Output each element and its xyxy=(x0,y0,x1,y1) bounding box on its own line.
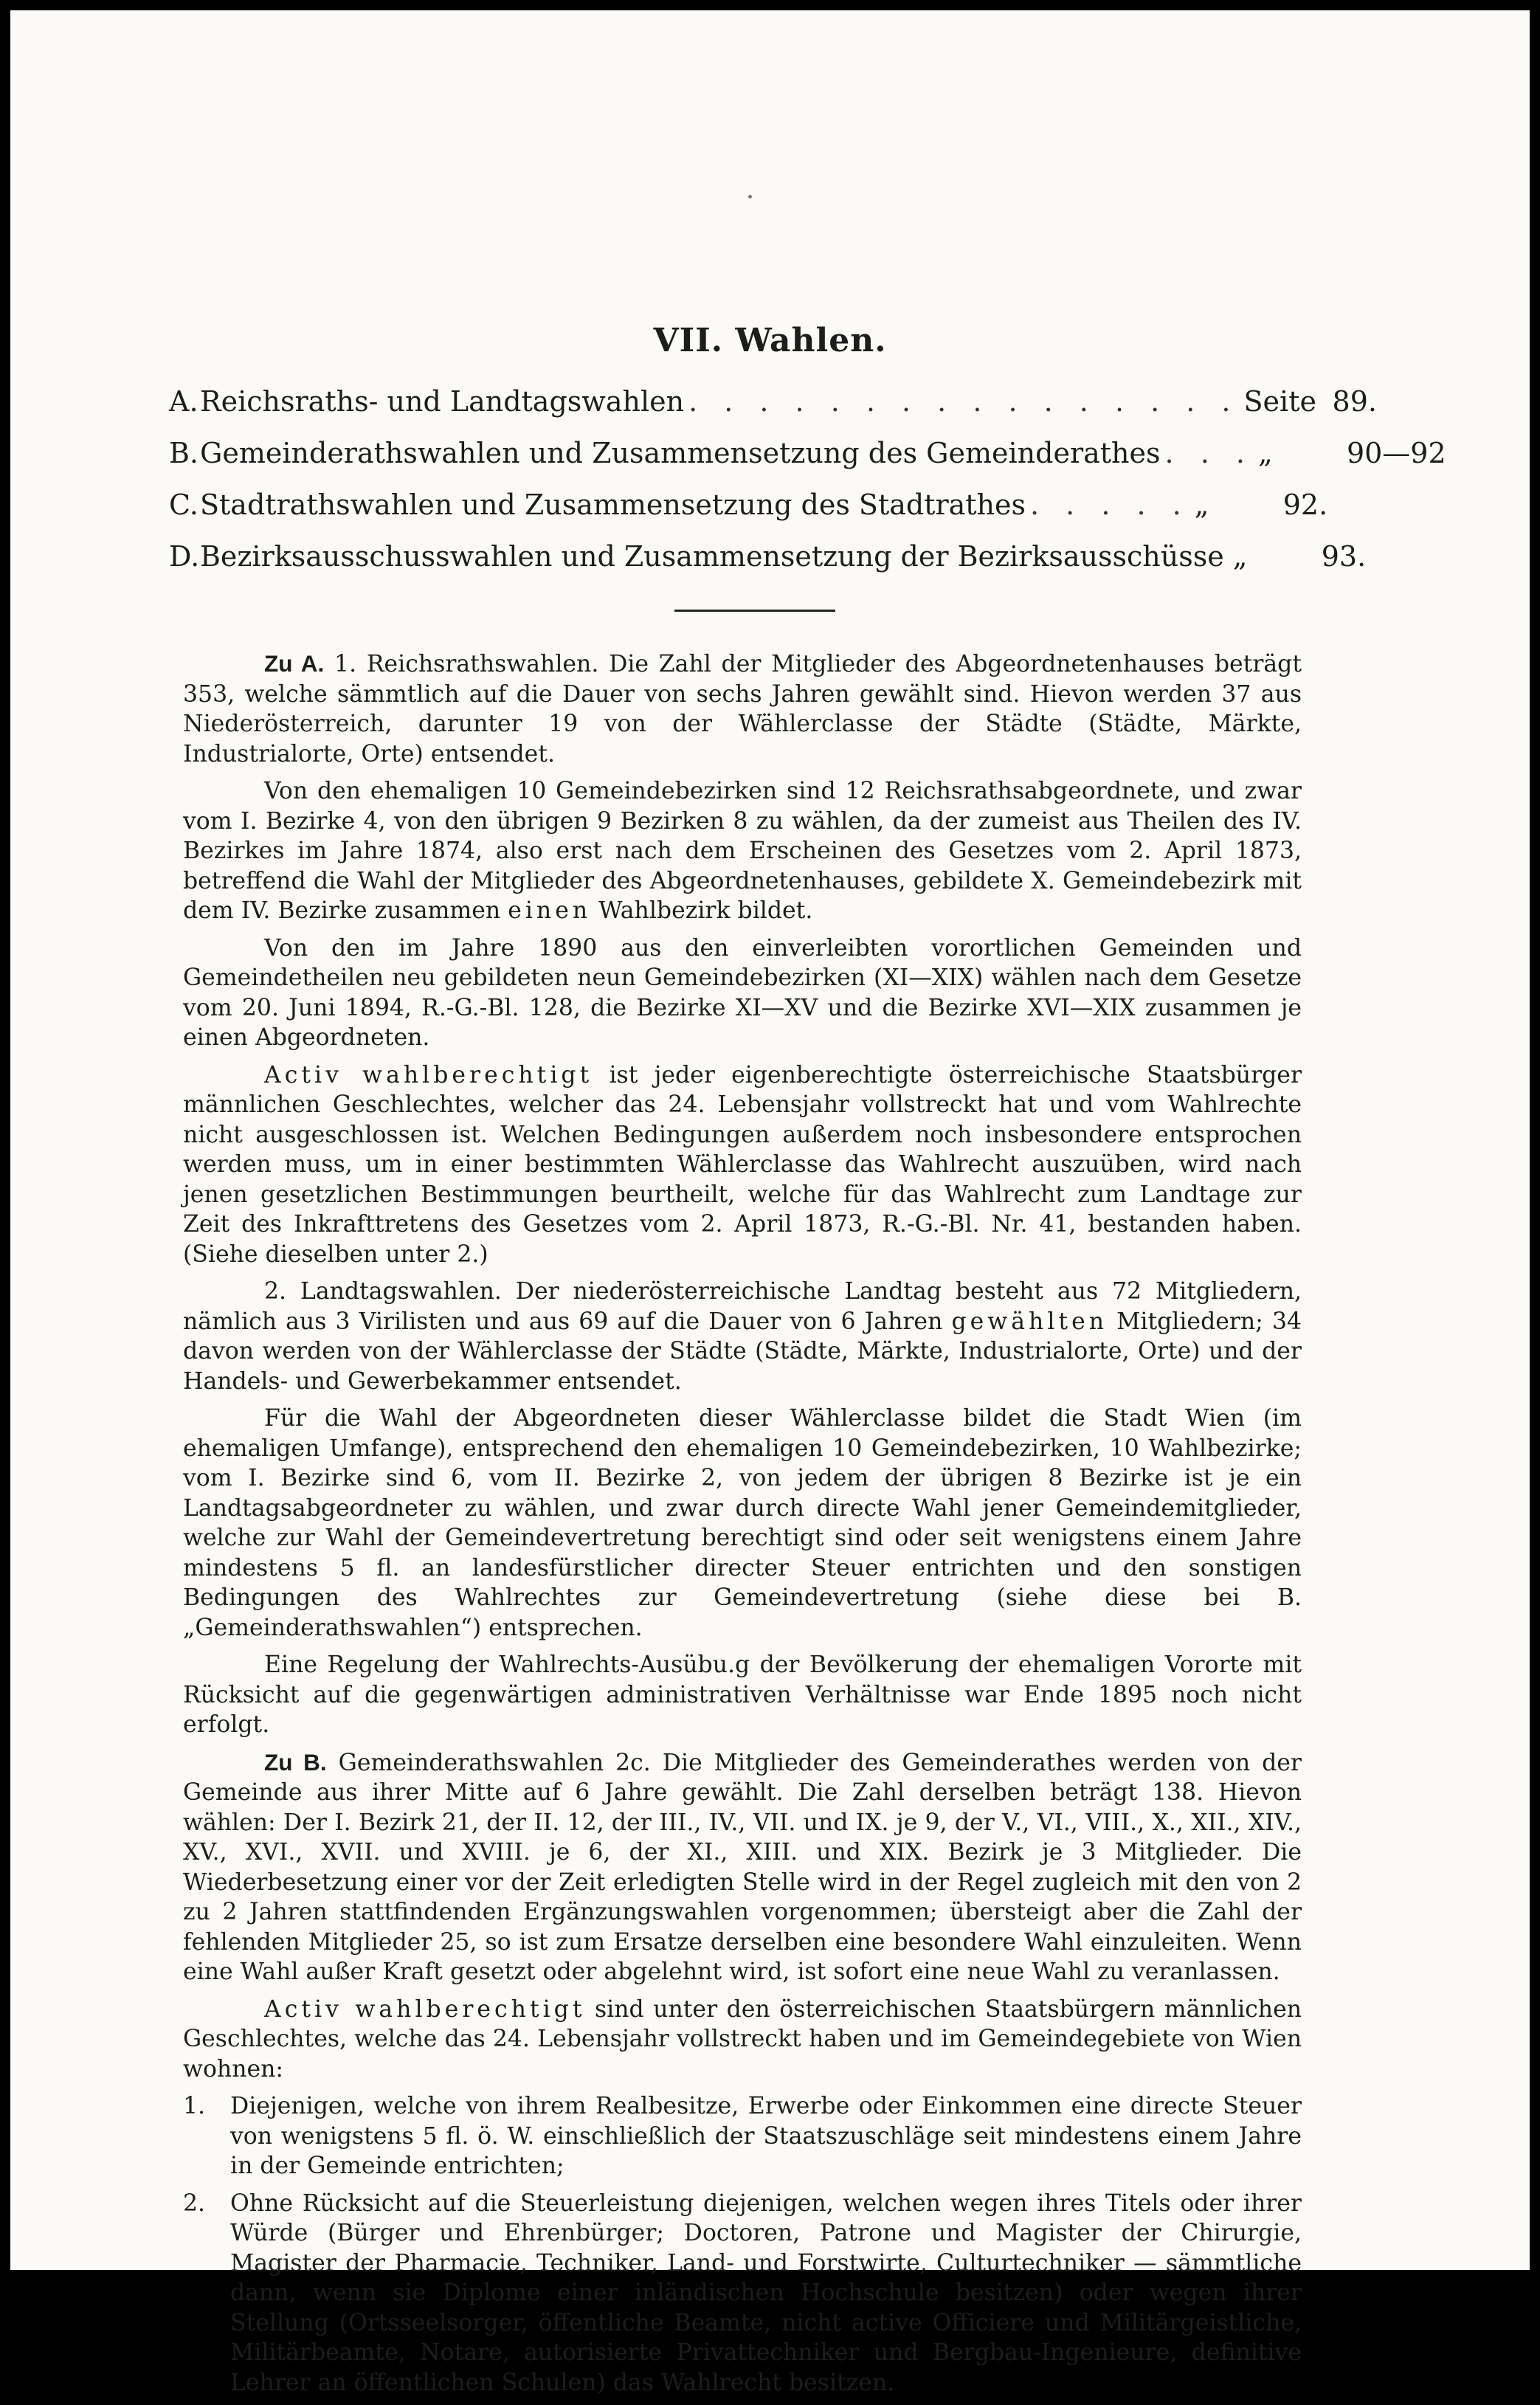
paragraph-text: Für die Wahl der Abgeordneten dieser Wählerclasse bildet die Stadt Wien (im ehemaligen Umfange), entsprechend den ehemaligen 10 Gemeindebezirken, 10 Wahlbezirke; vom I. Bezirke sind 6, vom II. Bezirke 2, von jedem der übrigen 8 Bezirke ist je ein Landtagsabgeordneter zu wählen, und zwar durch directe Wahl jener Gemeindemitglieder, welche zur Wahl der Gemeindevertretung berechtigt sind oder seit wenigstens einem Jahre mindestens 5 fl. an landesfürstlicher directer Steuer entrichten und den sonstigen Bedingungen des Wahlrechtes zur Gemeindevertretung (siehe diese bei B. „Gemeinderathswahlen“) entsprechen. xyxy=(183,1405,1302,1641)
paragraph-text: 2. Landtagswahlen. Der niederösterreichische Landtag besteht aus 72 Mitgliedern, nämlich aus 3 Virilisten und aus 69 auf die Dauer von 6 Jahren xyxy=(183,1278,1302,1335)
toc-letter: D. xyxy=(169,540,200,573)
paragraph-text-end: Mitgliedern; 34 davon werden von der Wählerclasse der Städte (Städte, Märkte, Industrialorte, Orte) und der Handels- und Gewerbekammer entsendet. xyxy=(183,1308,1302,1395)
paragraph-landtagswahlen xyxy=(183,1277,1302,1396)
spaced-emphasis: Activ wahlberechtigt xyxy=(264,1995,586,2023)
toc-letter: A. xyxy=(169,385,198,418)
list-item xyxy=(183,2189,1302,2398)
spaced-emphasis: Activ wahlberechtigt xyxy=(264,1061,593,1088)
toc-entry-d xyxy=(169,540,1367,592)
toc-page-prefix: „ xyxy=(1232,540,1248,573)
paragraph-text-end: Wahlbezirk bildet. xyxy=(598,897,813,924)
paragraph-activ-wahlberechtigt-gemeinde xyxy=(183,1995,1302,2085)
paragraph-gemeinderathswahlen xyxy=(183,1747,1302,1987)
toc-page-prefix: „ xyxy=(1194,489,1209,521)
toc-leader: . . . . . . . . . . . . . . . . xyxy=(688,385,1240,418)
toc-page-prefix: „ xyxy=(1257,437,1273,469)
toc-entry-c xyxy=(169,489,1328,540)
list-item-text: Ohne Rücksicht auf die Steuerleistung diejenigen, welchen wegen ihres Titels oder ihrer Würde (Bürger und Ehrenbürger; Doctoren, Patrone und Magister der Chirurgie, Magister der Pharmacie, Techniker, Land- und Forstwirte, Culturtechniker — sämmtliche dann, wenn sie Diplome einer inländischen Hochschule besitzen) oder wegen ihrer Stellung (Ortsseelsorger, öffentliche Beamte, nicht active Officiere und Militärgeistliche, Militärbeamte, Notare, autorisierte Privattechniker und Bergbau-Ingenieure, definitive Lehrer an öffentlichen Schulen) das Wahlrecht besitzen. xyxy=(230,2190,1302,2396)
toc-letter: B. xyxy=(169,437,199,469)
list-number: 2. xyxy=(183,2190,206,2217)
toc-entry-b xyxy=(169,437,1446,489)
toc-page: 92. xyxy=(1282,489,1328,521)
toc-title: Gemeinderathswahlen und Zusammensetzung des Gemeinderathes xyxy=(200,437,1161,469)
section-lead-a: Zu A. xyxy=(264,650,325,677)
paragraph-vororte xyxy=(183,1650,1302,1740)
paragraph-text: 1. Reichsrathswahlen. Die Zahl der Mitglieder des Abgeordnetenhauses beträgt 353, welche sämmtlich auf die Dauer von sechs Jahren gewählt sind. Hievon werden 37 aus Niederösterreich, darunter 19 von der Wählerclasse der Städte (Städte, Märkte, Industrialorte, Orte) entsendet. xyxy=(183,651,1302,767)
toc-title: Bezirksausschusswahlen und Zusammensetzung der Bezirksausschüsse xyxy=(200,540,1224,573)
toc-page: 90—92 xyxy=(1346,437,1446,469)
toc-title: Reichsraths- und Landtagswahlen xyxy=(200,385,685,418)
paragraph-text: Von den im Jahre 1890 aus den einverleibten vorortlichen Gemeinden und Gemeindetheilen neu gebildeten neun Gemeindebezirken (XI—XIX) wählen nach dem Gesetze vom 20. Juni 1894, R.-G.-Bl. 128, die Bezirke XI—XV und die Bezirke XVI—XIX zusammen je einen Abgeordneten. xyxy=(183,934,1302,1051)
body-text xyxy=(183,649,1302,2405)
toc-leader: . . . xyxy=(1164,437,1254,469)
table-of-contents xyxy=(169,385,1446,592)
spaced-emphasis: einen xyxy=(508,897,592,924)
list-item xyxy=(183,2091,1302,2181)
toc-leader: . . . . . xyxy=(1030,489,1190,521)
list-number: 1. xyxy=(183,2093,206,2119)
toc-page: 89. xyxy=(1332,385,1377,418)
paragraph-text: sind unter den österreichischen Staatsbürgern männlichen Geschlechtes, welche das 24. Lebensjahr vollstreckt haben und im Gemeindegebiete von Wien wohnen: xyxy=(183,1995,1302,2083)
toc-entry-a xyxy=(169,385,1377,437)
print-speck xyxy=(748,195,752,199)
paragraph-waehlerclasse xyxy=(183,1404,1302,1643)
paragraph-text: Gemeinderathswahlen 2c. Die Mitglieder des Gemeinderathes werden von der Gemeinde aus ihrer Mitte auf 6 Jahre gewählt. Die Zahl derselben beträgt 138. Hievon wählen: Der I. Bezirk 21, der II. 12, der III., IV., VII. und IX. je 9, der V., VI., VIII., X., XII., XIV., XV., XVI., XVII. und XVIII. je 6, der XI., XIII. und XIX. Bezirk je 3 Mitglieder. Die Wiederbesetzung einer vor der Zeit erledigten Stelle wird in der Regel zugleich mit den von 2 zu 2 Jahren stattfindenden Ergänzungswahlen vorgenommen; übersteigt aber die Zahl der fehlenden Mitglieder 25, so ist zum Ersatze derselben eine besondere Wahl einzuleiten. Wenn eine Wahl außer Kraft gesetzt oder abgelehnt wird, ist sofort eine neue Wahl zu veranlassen. xyxy=(183,1749,1302,1985)
paragraph-neue-bezirke xyxy=(183,934,1302,1053)
toc-page-prefix: Seite xyxy=(1243,385,1316,418)
document-page xyxy=(10,10,1530,2396)
chapter-title: VII. Wahlen. xyxy=(653,322,887,359)
paragraph-reichsrathswahlen xyxy=(183,649,1302,769)
paragraph-text: ist jeder eigenberechtigte österreichische Staatsbürger männlichen Geschlechtes, welcher das 24. Lebensjahr vollstreckt hat und vom Wahlrechte nicht ausgeschlossen ist. Welchen Bedingungen außerdem noch insbesondere entsprochen werden muss, um in einer bestimmten Wählerclasse das Wahlrecht auszuüben, wird nach jenen gesetzlichen Bestimmungen beurtheilt, welche für das Wahlrecht zum Landtage zur Zeit des Inkrafttretens des Gesetzes vom 2. April 1873, R.-G.-Bl. Nr. 41, bestanden haben. (Siehe dieselben unter 2.) xyxy=(183,1061,1302,1268)
list-item-text: Diejenigen, welche von ihrem Realbesitze, Erwerbe oder Einkommen eine directe Steuer von wenigstens 5 fl. ö. W. einschließlich der Staatszuschläge seit mindestens einem Jahre in der Gemeinde entrichten; xyxy=(230,2093,1302,2179)
toc-title: Stadtrathswahlen und Zusammensetzung des Stadtrathes xyxy=(200,489,1026,521)
paragraph-text: Eine Regelung der Wahlrechts-Ausübu.g der Bevölkerung der ehemaligen Vororte mit Rücksicht auf die gegenwärtigen administrativen Verhältnisse war Ende 1895 noch nicht erfolgt. xyxy=(183,1652,1302,1738)
toc-page: 93. xyxy=(1321,540,1367,573)
spaced-emphasis: gewählten xyxy=(951,1308,1108,1335)
paragraph-text: Von den ehemaligen 10 Gemeindebezirken sind 12 Reichsrathsabgeordnete, und zwar vom I. Bezirke 4, von den übrigen 9 Bezirken 8 zu wählen, da der zumeist aus Theilen des IV. Bezirkes im Jahre 1874, also erst nach dem Erscheinen des Gesetzes vom 2. April 1873, betreffend die Wahl der Mitglieder des Abgeordnetenhauses, gebildete X. Gemeindebezirk mit dem IV. Bezirke zusammen xyxy=(183,778,1302,924)
paragraph-gemeindebezirke xyxy=(183,776,1302,926)
paragraph-activ-wahlberechtigt xyxy=(183,1060,1302,1270)
toc-letter: C. xyxy=(169,489,198,521)
section-lead-b: Zu B. xyxy=(264,1748,327,1776)
section-divider xyxy=(674,610,835,612)
